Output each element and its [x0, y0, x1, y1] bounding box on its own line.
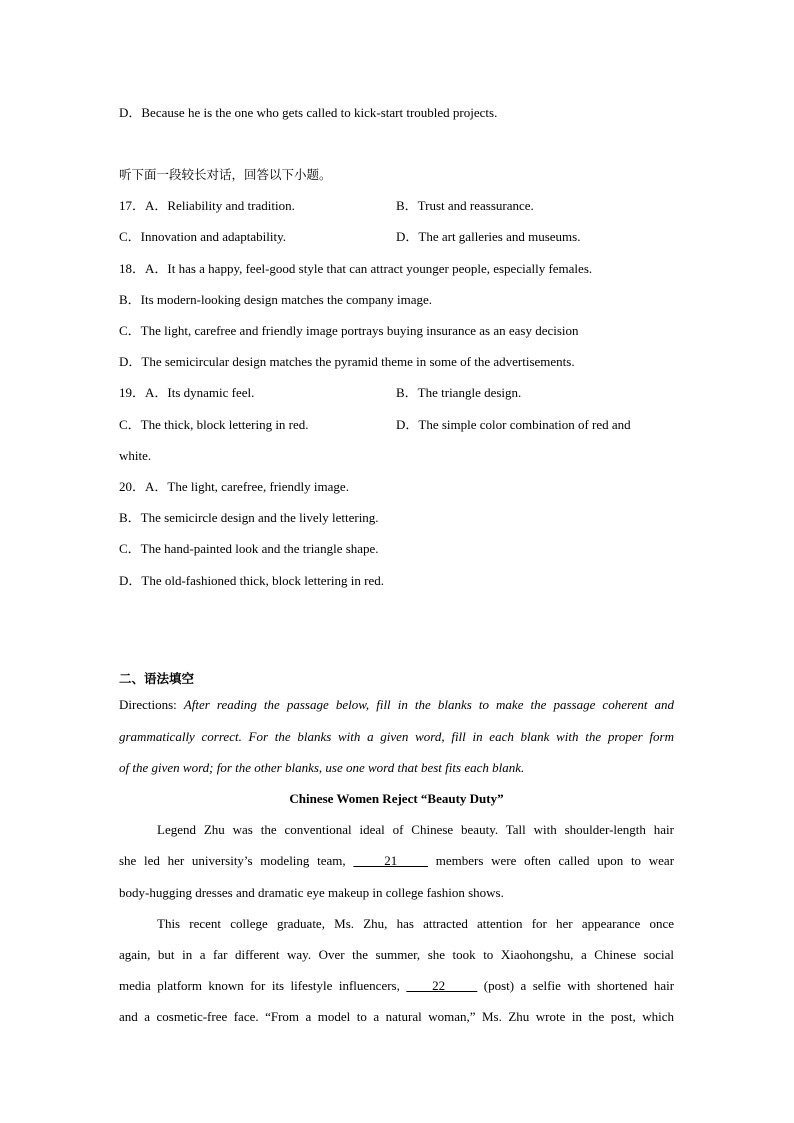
- q20-option-a: 20．A．The light, carefree, friendly image.: [119, 479, 349, 494]
- q20-option-b: B．The semicircle design and the lively lettering.: [119, 510, 379, 525]
- grammar-section-heading: 二、语法填空: [119, 671, 195, 686]
- q19-option-a: 19．A．Its dynamic feel.: [119, 385, 255, 400]
- blank-21[interactable]: 21: [353, 853, 429, 868]
- q16-option-d: D．Because he is the one who gets called to kick-start troubled projects.: [119, 105, 498, 120]
- directions-line-2: grammatically correct. For the blanks with a given word, fill in each blank with the proper form: [119, 729, 674, 744]
- q18-option-c: C．The light, carefree and friendly image portrays buying insurance as an easy decision: [119, 323, 579, 338]
- listening-instruction: 听下面一段较长对话，回答以下小题。: [119, 167, 332, 182]
- p2-line-3-post: (post) a selfie with shortened hair: [483, 978, 675, 993]
- q17-option-d: D．The art galleries and museums.: [396, 229, 581, 244]
- q19-option-d-continued: white.: [119, 448, 152, 463]
- passage-p2-line-2: again, but in a far different way. Over the summer, she took to Xiaohongshu, a Chinese social: [119, 947, 674, 962]
- q19-option-b: B．The triangle design.: [396, 385, 522, 400]
- q18-option-d: D．The semicircular design matches the pyramid theme in some of the advertisements.: [119, 354, 575, 369]
- q19-option-d: D．The simple color combination of red and: [396, 417, 631, 432]
- q18-option-b: B．Its modern-looking design matches the company image.: [119, 292, 433, 307]
- directions-label: Directions:: [119, 697, 184, 712]
- passage-p1-line-1: Legend Zhu was the conventional ideal of Chinese beauty. Tall with shoulder-length hair: [157, 822, 674, 837]
- q20-option-d: D．The old-fashioned thick, block lettering in red.: [119, 573, 384, 588]
- p2-line-3-pre: media platform known for its lifestyle influencers,: [119, 978, 400, 993]
- directions-text-1: After reading the passage below, fill in the blanks to make the passage coherent and: [183, 697, 674, 712]
- q20-option-c: C．The hand-painted look and the triangle shape.: [119, 541, 379, 556]
- passage-p2-line-1: This recent college graduate, Ms. Zhu, has attracted attention for her appearance once: [157, 916, 674, 931]
- q17-option-c: C．Innovation and adaptability.: [119, 229, 287, 244]
- p1-line-2-post: members were often called upon to wear: [435, 853, 675, 868]
- passage-p2-line-4: and a cosmetic-free face. “From a model to a natural woman,” Ms. Zhu wrote in the post, which: [119, 1009, 674, 1024]
- directions-line-1: [119, 697, 674, 713]
- q17-option-b: B．Trust and reassurance.: [396, 198, 534, 213]
- q17-option-a: 17．A．Reliability and tradition.: [119, 198, 295, 213]
- passage-p1-line-3: body-hugging dresses and dramatic eye makeup in college fashion shows.: [119, 885, 504, 900]
- directions-line-3: of the given word; for the other blanks, use one word that best fits each blank.: [119, 760, 525, 775]
- blank-22[interactable]: 22: [406, 978, 478, 993]
- passage-title: Chinese Women Reject “Beauty Duty”: [289, 791, 504, 806]
- q18-option-a: 18．A．It has a happy, feel-good style that can attract younger people, especially females.: [119, 261, 593, 276]
- passage-p1-line-2: [119, 853, 674, 869]
- q19-option-c: C．The thick, block lettering in red.: [119, 417, 309, 432]
- passage-p2-line-3: [119, 978, 674, 994]
- p1-line-2-pre: she led her university’s modeling team,: [119, 853, 346, 868]
